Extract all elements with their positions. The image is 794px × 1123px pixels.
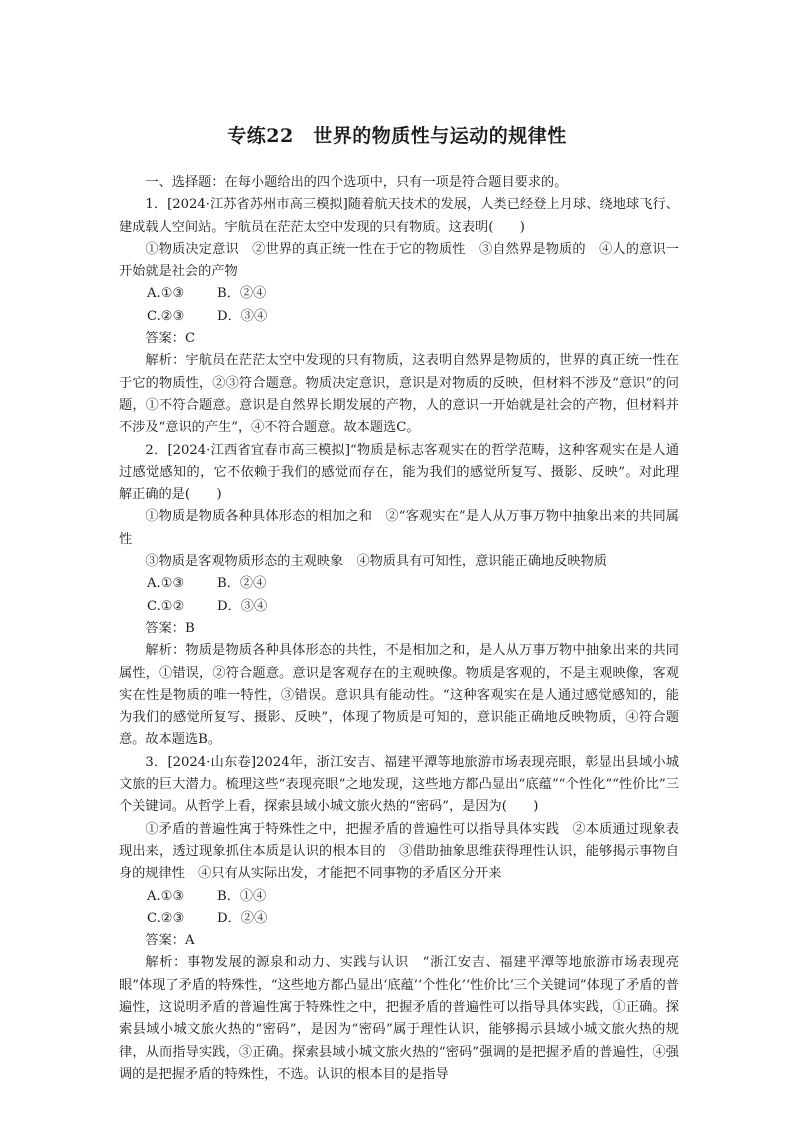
page-title: 专练22 世界的物质性与运动的规律性 <box>227 125 567 147</box>
question-2-stem: 2．[2024·江西省宜春市高三模拟]“物质是标志客观实在的哲学范畴，这种客观实在是人通过感觉感知的，它不依赖于我们的感觉而存在，能为我们的感觉所复写、摄影、反映”。对此理解正确的是( ) <box>119 442 679 503</box>
question-3-analysis: 解析：事物发展的源泉和动力、实践与认识 “浙江安吉、福建平潭等地旅游市场表现亮眼”体现了矛盾的特殊性，“这些地方都凸显出‘底蕴’‘个性化’‘性价比’三个关键词”体现了矛盾的普遍性，这说明矛盾的普遍性寓于特殊性之中，把握矛盾的普遍性可以指导具体实践，①正确。探索县域小城文旅火热的“密码”，是因为“密码”属于理性认识，能够揭示县域小城文旅火热的规律，从而指导实践，③正确。探索县域小城文旅火热的“密码”强调的是把握矛盾的普遍性，④强调的是把握矛盾的特殊性，不选。认识的根本目的是指导 <box>119 955 679 1082</box>
option-a: A.①③ <box>147 888 185 904</box>
option-a: A.①③ <box>147 286 185 302</box>
option-a: A.①③ <box>147 576 185 592</box>
question-1-statements: ①物质决定意识 ②世界的真正统一性在于它的物质性 ③自然界是物质的 ④人的意识一开始就是社会的产物 <box>119 241 679 280</box>
option-c: C.①② <box>147 598 185 614</box>
question-1-options-row-2 <box>119 306 679 328</box>
question-2-statements-2: ③物质是客观物质形态的主观映象 ④物质具有可知性，意识能正确地反映物质 <box>145 554 607 570</box>
question-1-options-row-1 <box>119 283 679 305</box>
option-b: B．②④ <box>217 576 267 592</box>
question-2-options-row-1 <box>119 573 679 595</box>
question-3-stem: 3．[2024·山东卷]2024年，浙江安吉、福建平潭等地旅游市场表现亮眼，彰显出县域小城文旅的巨大潜力。梳理这些“表现亮眼”之地发现，这些地方都凸显出“底蕴”“个性化”“性价比”三个关键词。从哲学上看，探索县域小城文旅火热的“密码”，是因为( ) <box>119 754 679 815</box>
question-2-analysis: 解析：物质是物质各种具体形态的共性，不是相加之和，是人从万事万物中抽象出来的共同属性，①错误，②符合题意。意识是客观存在的主观映像。物质是客观的，不是主观映像，客观实在性是物质的唯一特性，③错误。意识具有能动性。“这种客观实在是人通过感觉感知的，能为我们的感觉所复写、摄影、反映”，体现了物质是可知的，意识能正确地反映物质，④符合题意。故本题选B。 <box>119 643 679 748</box>
question-1-analysis: 解析：宇航员在茫茫太空中发现的只有物质，这表明自然界是物质的，世界的真正统一性在于它的物质性，②③符合题意。物质决定意识，意识是对物质的反映，但材料不涉及“意识”的问题，①不符合题意。意识是自然界长期发展的产物，人的意识一开始就是社会的产物，但材料并不涉及“意识的产生”，④不符合题意。故本题选C。 <box>119 353 679 436</box>
option-b: B．①④ <box>217 888 267 904</box>
question-3-answer: 答案：A <box>145 933 195 949</box>
option-d: D．②④ <box>217 910 268 926</box>
option-d: D．③④ <box>217 308 268 324</box>
question-1-stem: 1．[2024·江苏省苏州市高三模拟]随着航天技术的发展，人类已经登上月球、绕地球飞行、建成载人空间站。宇航员在茫茫太空中发现的只有物质。这表明( ) <box>119 197 679 235</box>
option-d: D．③④ <box>217 598 268 614</box>
question-3-options-row-1 <box>119 886 679 908</box>
question-2-statements-1: ①物质是物质各种具体形态的相加之和 ②“客观实在”是人从万事万物中抽象出来的共同属性 <box>119 509 679 547</box>
section-heading: 一、选择题：在每小题给出的四个选项中，只有一项是符合题目要求的。 <box>145 175 568 190</box>
question-2-answer: 答案：B <box>145 620 195 636</box>
option-c: C.②③ <box>147 910 185 926</box>
question-3-statements: ①矛盾的普遍性寓于特殊性之中，把握矛盾的普遍性可以指导具体实践 ②本质通过现象表现出来，透过现象抓住本质是认识的根本目的 ③借助抽象思维获得理性认识，能够揭示事物自身的规律性 ④只有从实际出发，才能把不同事物的矛盾区分开来 <box>119 821 679 882</box>
question-2-options-row-2 <box>119 596 679 618</box>
option-b: B．②④ <box>217 286 267 302</box>
document-body <box>119 172 679 1086</box>
question-3-options-row-2 <box>119 908 679 930</box>
option-c: C.②③ <box>147 308 185 324</box>
question-1-answer: 答案：C <box>145 331 196 347</box>
